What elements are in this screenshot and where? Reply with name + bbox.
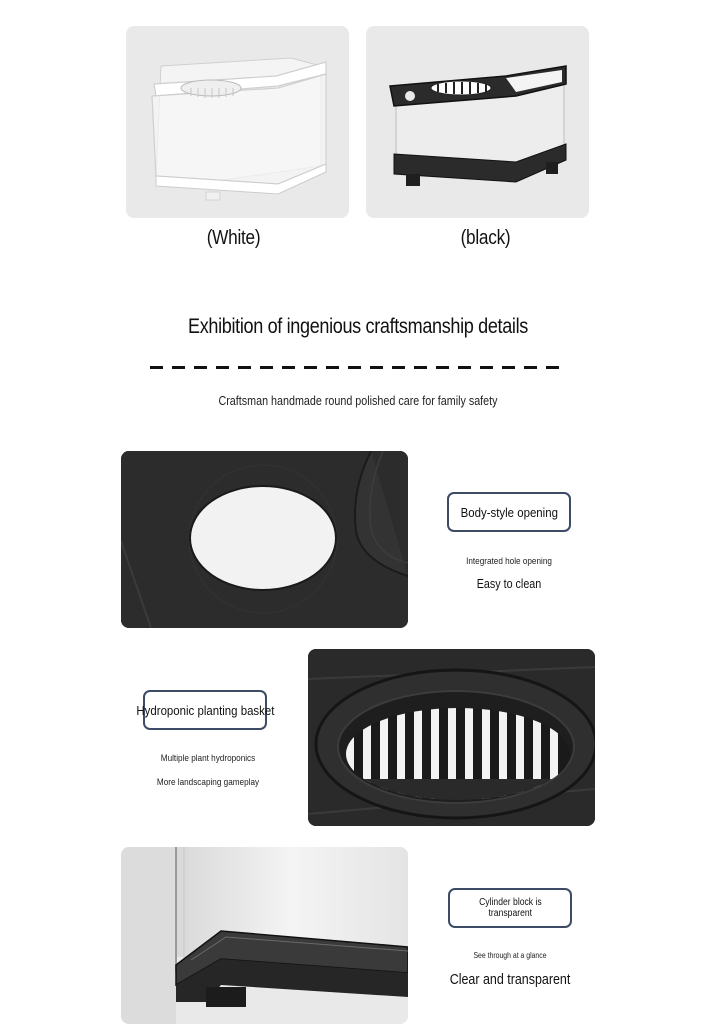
- cylinder-badge-line1: Cylinder block is: [478, 897, 542, 908]
- transparent-cylinder-photo: [121, 847, 408, 1024]
- hydroponic-basket-label: Hydroponic planting basket: [136, 702, 275, 718]
- clear-transparent-text: Clear and transparent: [449, 972, 571, 988]
- section-subtitle: Craftsman handmade round polished care for family safety: [218, 394, 498, 408]
- cylinder-badge-line2: transparent: [488, 908, 532, 919]
- white-tank-card: [126, 26, 349, 218]
- multiple-plant-text: Multiple plant hydroponics: [160, 753, 256, 764]
- see-through-text: See through at a glance: [473, 951, 547, 960]
- integrated-hole-text: Integrated hole opening: [466, 556, 552, 567]
- white-tank-image: [126, 26, 349, 218]
- hydroponic-basket-badge: [136, 690, 275, 730]
- section-title: Exhibition of ingenious craftsmanship details: [188, 315, 528, 338]
- black-tank-card: [366, 26, 589, 218]
- basket-detail-photo: [308, 649, 595, 826]
- body-style-opening-label: Body-style opening: [460, 504, 558, 520]
- black-tank-image: [366, 26, 589, 218]
- more-landscaping-text: More landscaping gameplay: [156, 777, 260, 788]
- easy-to-clean-text: Easy to clean: [476, 577, 542, 591]
- opening-detail-photo: [121, 451, 408, 628]
- white-variant-caption: (White): [206, 227, 261, 249]
- cylinder-transparent-badge: [448, 888, 572, 928]
- black-variant-caption: (black): [460, 227, 511, 249]
- dashed-divider: [150, 366, 568, 369]
- body-style-opening-badge: [447, 492, 571, 532]
